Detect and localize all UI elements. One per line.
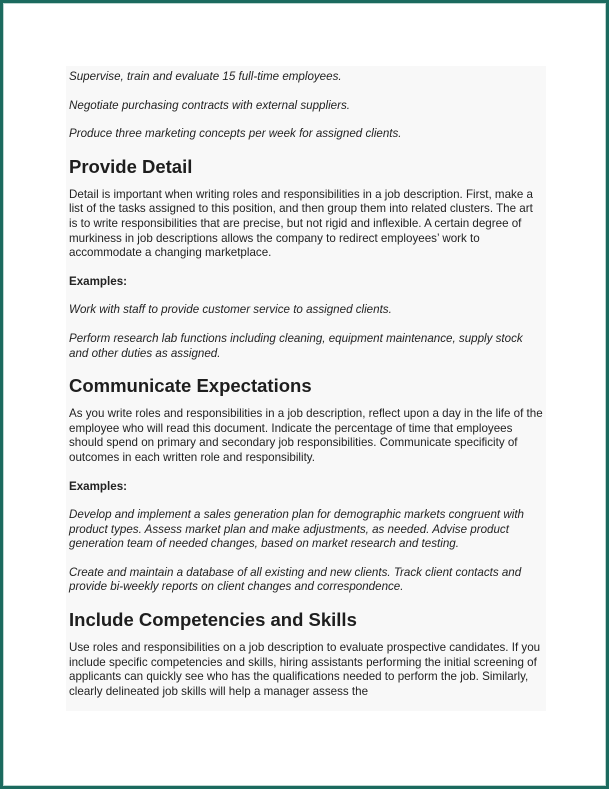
provide-detail-examples-label: Examples: (69, 274, 127, 288)
heading-include-competencies: Include Competencies and Skills (69, 609, 357, 631)
provide-detail-body: Detail is important when writing roles and responsibilities in a job description. First, make a list of the tasks assigned to this position, and then group them into related clusters. The art is to write responsibilities that are precise, but not rigid and inflexible. A certain degree of murkiness in job descriptions allows the company to redirect employees’ work to accommodate a changing marketplace. (69, 187, 533, 260)
document-content (66, 66, 546, 699)
heading-communicate-expectations: Communicate Expectations (69, 375, 312, 397)
provide-detail-example-2: Perform research lab functions including cleaning, equipment maintenance, supply stock and other duties as assigned. (69, 331, 523, 360)
communicate-expectations-example-2: Create and maintain a database of all existing and new clients. Track client contacts and provide bi-weekly reports on client changes and correspondence. (69, 565, 522, 594)
heading-provide-detail: Provide Detail (69, 155, 193, 177)
communicate-expectations-example-1: Develop and implement a sales generation plan for demographic markets congruent with product types. Assess market plan and make adjustments, as needed. Advise product generation team of needed changes, based on market research and testing. (69, 508, 524, 551)
document-page (66, 66, 546, 711)
provide-detail-example-1: Work with staff to provide customer service to assigned clients. (69, 303, 392, 317)
communicate-expectations-examples-label: Examples: (69, 479, 127, 493)
include-competencies-body: Use roles and responsibilities on a job description to evaluate prospective candidates. If you include specific competencies and skills, hiring assistants performing the initial screening of applicants can quickly see who has the qualifications needed to perform the job. Similarly, clearly delineated job skills will help a manager assess the (69, 641, 541, 698)
communicate-expectations-body: As you write roles and responsibilities in a job description, reflect upon a day in the life of the employee who will read this document. Indicate the percentage of time that employees should spend on primary and secondary job responsibilities. Communicate specificity of outcomes in each written role and responsibility. (69, 407, 543, 464)
intro-example-1: Supervise, train and evaluate 15 full-time employees. (69, 70, 342, 83)
intro-example-2: Negotiate purchasing contracts with external suppliers. (69, 98, 350, 112)
intro-example-3: Produce three marketing concepts per week for assigned clients. (69, 127, 402, 141)
